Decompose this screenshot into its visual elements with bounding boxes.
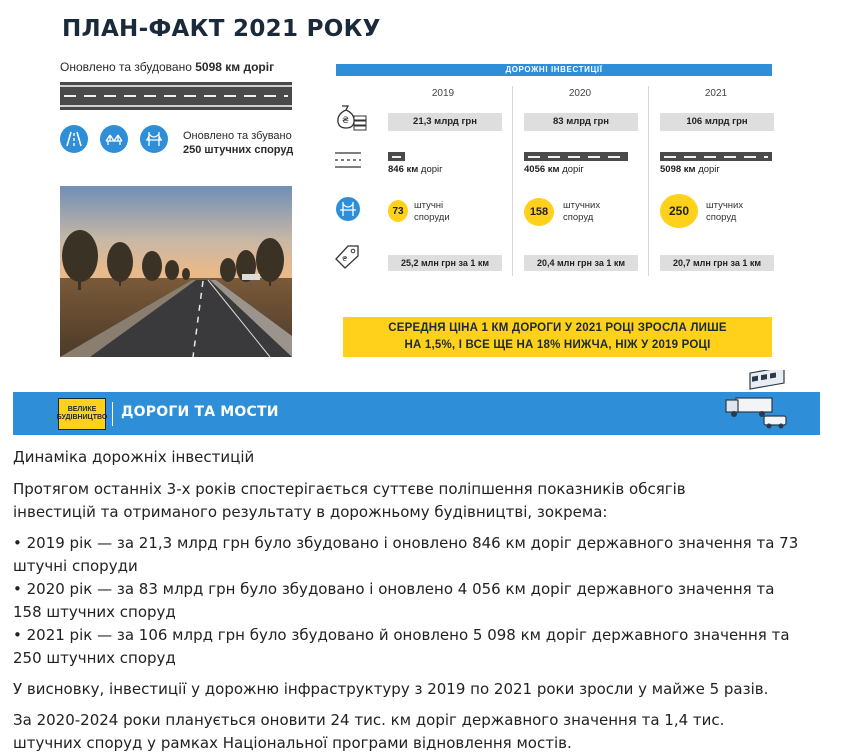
investment-2021: 106 млрд грн	[660, 113, 774, 131]
article-bullets: • 2019 рік — за 21,3 млрд грн було збудовано і оновлено 846 км доріг державного значення та 73 штучні споруди • 2020 рік — за 83 млрд грн було збудовано і оновлено 4 056 км доріг державного значення та 158 штучних споруд • 2021 рік — за 106 млрд грн було збудовано й оновлено 5 098 км доріг державного значення та 250 штучних споруд	[13, 532, 853, 670]
road-photo	[60, 186, 292, 357]
year-2021: 2021	[704, 88, 728, 99]
investment-2020: 83 млрд грн	[524, 113, 638, 131]
km-bar-2019	[388, 152, 405, 161]
article-plan: За 2020-2024 роки планується оновити 24 тис. км доріг державного значення та 1,4 тис. штучних споруд у рамках Національної програми відновлення мостів.	[13, 711, 725, 752]
structures-text-2021: штучних споруд	[706, 200, 744, 223]
structures-badge-2019: 73	[388, 200, 408, 222]
tower-bridge-icon	[140, 125, 168, 153]
article-conclusion: У висновку, інвестиції у дорожню інфраструктуру з 2019 по 2021 роки зросли у майже 5 разів.	[13, 680, 769, 698]
price-tag-icon	[334, 244, 360, 275]
structures-badge-2021: 250	[660, 194, 698, 228]
km-bar-2020	[524, 152, 628, 161]
column-divider	[512, 86, 513, 276]
article-heading: Динаміка дорожніх інвестицій	[13, 448, 255, 466]
bullet-2021: • 2021 рік — за 106 млрд грн було збудовано й оновлено 5 098 км доріг державного значення та	[13, 626, 790, 644]
investments-header: ДОРОЖНІ ІНВЕСТИЦІЇ	[336, 64, 772, 76]
bullet-2020: • 2020 рік — за 83 млрд грн було збудовано і оновлено 4 056 км доріг державного значення та	[13, 580, 775, 598]
svg-text:₴: ₴	[342, 116, 349, 126]
left-structures-label: Оновлено та збувано 250 штучних споруд	[183, 130, 294, 156]
infographic-title: ПЛАН-ФАКТ 2021 РОКУ	[62, 16, 381, 42]
bridge-icon	[100, 125, 128, 153]
km-label-2019: 846 км доріг	[388, 164, 443, 175]
structures-text-2019: штучні споруди	[414, 200, 450, 223]
road-lines-icon	[334, 150, 362, 175]
bullet-2019: • 2019 рік — за 21,3 млрд грн було збудовано і оновлено 846 км доріг державного значення та 73	[13, 534, 799, 552]
logo-divider	[112, 402, 113, 426]
km-label-2020: 4056 км доріг	[524, 164, 584, 175]
year-2020: 2020	[568, 88, 592, 99]
velyke-budivnytstvo-logo: ВЕЛИКЕ БУДІВНИЦТВО	[58, 398, 106, 430]
road-icon	[60, 125, 88, 153]
investment-2019: 21,3 млрд грн	[388, 113, 502, 131]
article-intro: Протягом останніх 3-х років спостерігається суттєве поліпшення показників обсягів інвестицій та отриманого результату в дорожньому будівництві, зокрема:	[13, 480, 686, 521]
year-2019: 2019	[431, 88, 455, 99]
svg-text:₴: ₴	[342, 255, 348, 263]
price-2021: 20,7 млн грн за 1 км	[660, 255, 774, 271]
bridge-circle-icon	[336, 197, 360, 221]
price-conclusion-banner: СЕРЕДНЯ ЦІНА 1 КМ ДОРОГИ У 2021 РОЦІ ЗРОСЛА ЛИШЕ НА 1,5%, І ВСЕ ЩЕ НА 18% НИЖЧА, НІЖ У 2019 РОЦІ	[343, 317, 772, 357]
road-illustration	[60, 82, 292, 110]
column-divider	[648, 86, 649, 276]
structures-badge-2020: 158	[524, 198, 554, 226]
section-banner	[13, 392, 820, 435]
km-label-2021: 5098 км доріг	[660, 164, 720, 175]
price-2020: 20,4 млн грн за 1 км	[524, 255, 638, 271]
left-roads-label: Оновлено та збудовано 5098 км доріг	[60, 60, 275, 74]
money-bag-icon	[334, 100, 368, 137]
section-title: ДОРОГИ ТА МОСТИ	[121, 404, 279, 420]
truck-icon	[722, 370, 802, 434]
structures-text-2020: штучних споруд	[563, 200, 601, 223]
price-2019: 25,2 млн грн за 1 км	[388, 255, 502, 271]
km-bar-2021	[660, 152, 772, 161]
